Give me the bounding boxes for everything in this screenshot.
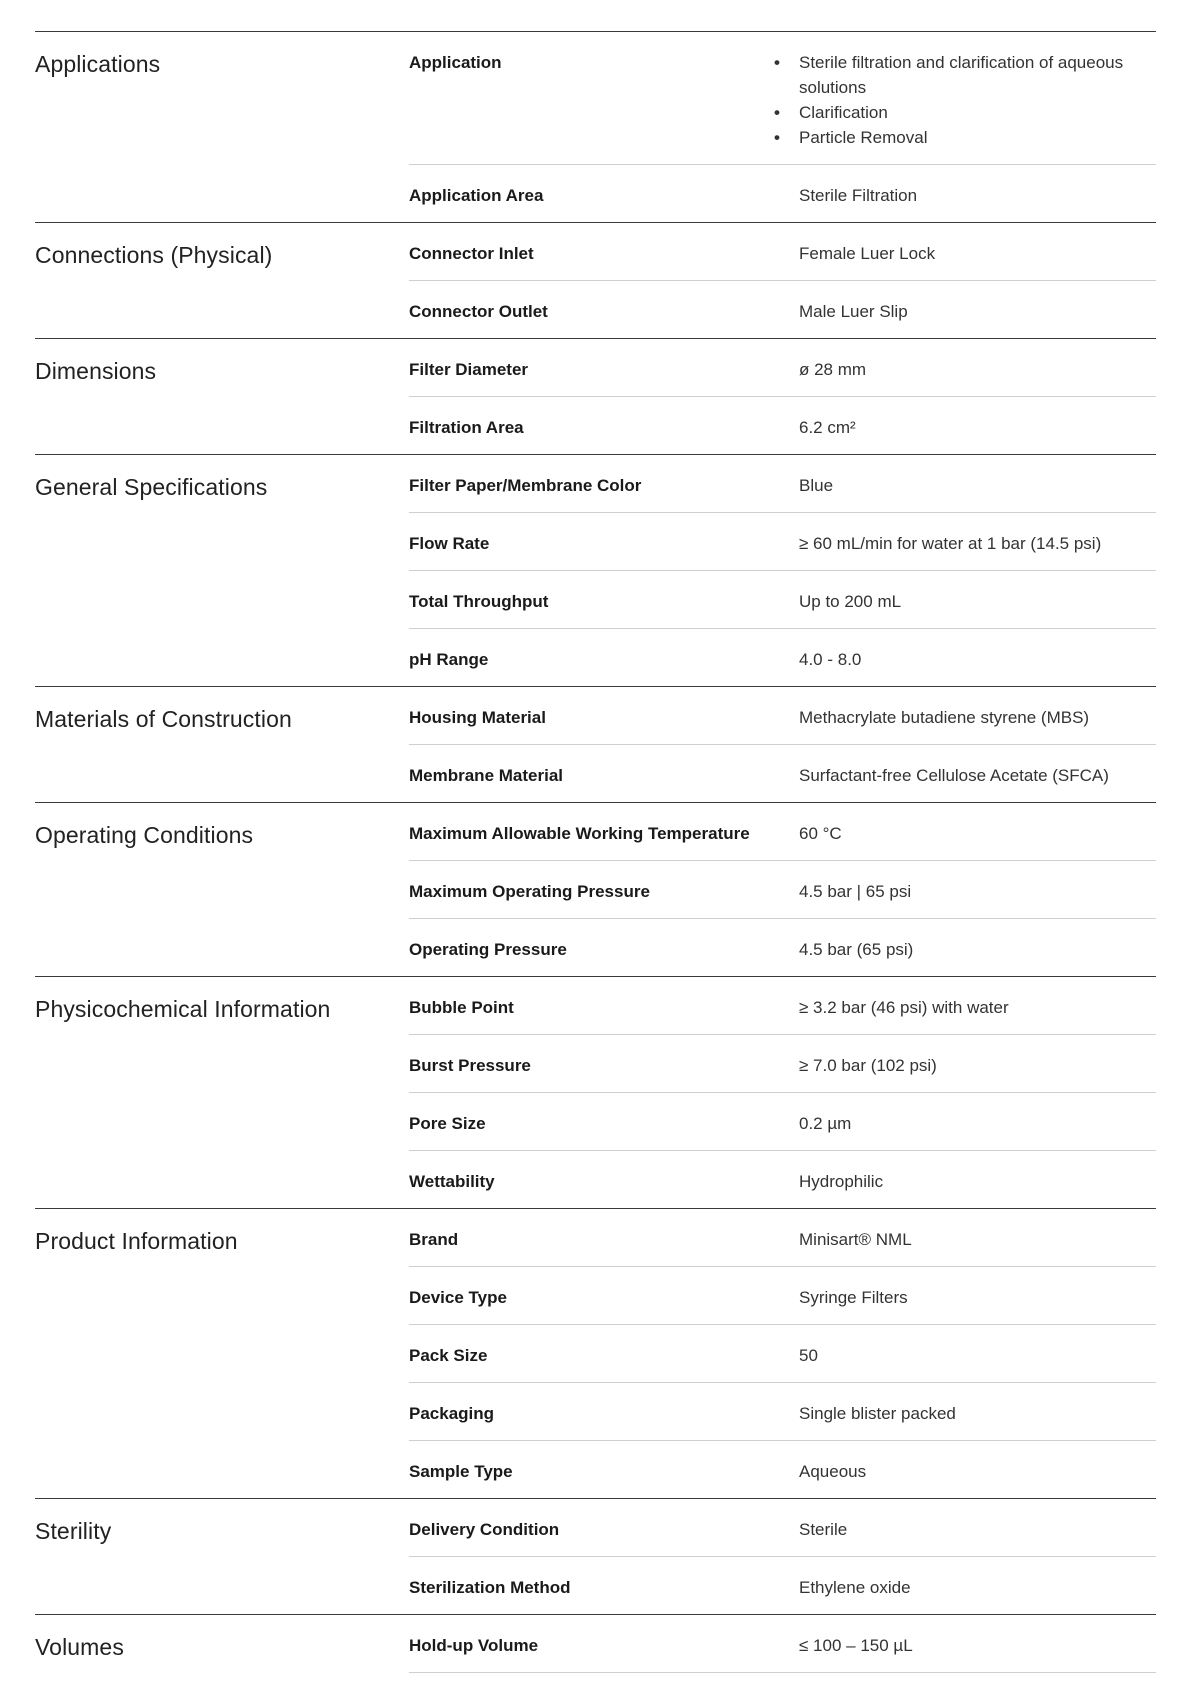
spec-value: ø 28 mm [799,360,867,379]
spec-label: Operating Pressure [409,940,567,959]
spec-label: Sterilization Method [409,1578,571,1597]
spec-group [35,338,1156,454]
spec-value: Single blister packed [799,1404,956,1423]
spec-label: Hold-up Volume [409,1636,539,1655]
spec-row [409,803,1156,860]
bullet-icon: • [774,53,780,72]
group-rows [409,339,1156,454]
group-title: Product Information [35,1228,238,1254]
spec-row [409,1615,1156,1672]
group-title: Volumes [35,1634,124,1660]
spec-group [35,1208,1156,1498]
spec-row [409,1092,1156,1150]
spec-row [409,280,1156,338]
spec-group [35,802,1156,976]
bullet-text: Clarification [799,103,888,122]
spec-label: Sample Type [409,1462,513,1481]
group-title: Materials of Construction [35,706,292,732]
spec-row [409,977,1156,1034]
spec-value: Minisart® NML [799,1230,912,1249]
spec-row [409,455,1156,512]
spec-row [409,570,1156,628]
spec-label: Pore Size [409,1114,486,1133]
group-rows [409,1615,1156,1672]
spec-value: ≥ 60 mL/min for water at 1 bar (14.5 psi) [799,534,1102,553]
bullet-item [774,125,1136,150]
group-rows [409,32,1156,222]
spec-row [409,628,1156,686]
spec-label: pH Range [409,650,489,669]
spec-row [409,1209,1156,1266]
spec-row [409,1499,1156,1556]
spec-value: 6.2 cm² [799,418,856,437]
spec-label: Bubble Point [409,998,514,1017]
group-title: Connections (Physical) [35,242,273,268]
value-bullet-list [774,50,1136,150]
spec-group [35,976,1156,1208]
spec-label: Burst Pressure [409,1056,531,1075]
spec-label: Device Type [409,1288,507,1307]
bullet-text: Sterile filtration and clarification of aqueous solutions [799,53,1124,97]
spec-label: Maximum Operating Pressure [409,882,650,901]
bullet-icon: • [774,128,780,147]
spec-label: Housing Material [409,708,546,727]
spec-group [35,31,1156,222]
group-title: Dimensions [35,358,157,384]
spec-row [409,512,1156,570]
spec-group [35,686,1156,802]
spec-group [35,1498,1156,1614]
bullet-text: Particle Removal [799,128,928,147]
group-title: General Specifications [35,474,268,500]
spec-label: Filter Paper/Membrane Color [409,476,642,495]
spec-row [409,396,1156,454]
spec-value: ≤ 100 – 150 µL [799,1636,913,1655]
spec-value: 50 [799,1346,818,1365]
spec-row [409,1556,1156,1614]
spec-value: Up to 200 mL [799,592,902,611]
bullet-icon: • [774,103,780,122]
spec-value: Sterile [799,1520,848,1539]
spec-row [409,223,1156,280]
bullet-item [774,100,1136,125]
spec-value [774,50,1156,150]
spec-label: Filtration Area [409,418,524,437]
spec-label: Pack Size [409,1346,488,1365]
spec-label: Connector Inlet [409,244,534,263]
group-rows [409,1499,1156,1614]
group-rows [409,803,1156,976]
spec-label: Total Throughput [409,592,549,611]
group-rows [409,977,1156,1208]
group-rows [409,687,1156,802]
spec-label: Flow Rate [409,534,490,553]
spec-value: ≥ 3.2 bar (46 psi) with water [799,998,1009,1017]
spec-value: Aqueous [799,1462,867,1481]
spec-value: Ethylene oxide [799,1578,911,1597]
group-title: Sterility [35,1518,112,1544]
spec-value: 4.5 bar (65 psi) [799,940,914,959]
group-rows [409,223,1156,338]
group-title: Operating Conditions [35,822,254,848]
spec-label: Wettability [409,1172,495,1191]
spec-value: Hydrophilic [799,1172,884,1191]
spec-row [409,918,1156,976]
spec-label: Application Area [409,186,544,205]
spec-value: Male Luer Slip [799,302,908,321]
spec-label: Membrane Material [409,766,563,785]
group-title: Physicochemical Information [35,996,331,1022]
specifications-table [35,31,1156,1673]
spec-row [409,1266,1156,1324]
spec-row [409,1382,1156,1440]
spec-value: Female Luer Lock [799,244,936,263]
spec-value: Methacrylate butadiene styrene (MBS) [799,708,1090,727]
group-rows [409,1209,1156,1498]
spec-label: Packaging [409,1404,495,1423]
spec-row [409,1440,1156,1498]
spec-row [409,1150,1156,1208]
spec-label: Brand [409,1230,459,1249]
spec-group [35,1614,1156,1672]
spec-value: Surfactant-free Cellulose Acetate (SFCA) [799,766,1109,785]
spec-row [409,1324,1156,1382]
spec-value: ≥ 7.0 bar (102 psi) [799,1056,937,1075]
spec-value: 60 °C [799,824,842,843]
spec-row [409,339,1156,396]
bullet-item [774,50,1136,100]
spec-row [409,1034,1156,1092]
spec-label: Application [409,53,502,72]
spec-label: Connector Outlet [409,302,548,321]
spec-row [409,687,1156,744]
spec-value: 4.0 - 8.0 [799,650,862,669]
spec-value: 4.5 bar | 65 psi [799,882,912,901]
spec-groups [35,31,1156,1672]
spec-group [35,222,1156,338]
group-rows [409,455,1156,686]
bottom-divider [409,1672,1156,1673]
spec-row [409,32,1156,164]
spec-value: Blue [799,476,834,495]
spec-label: Delivery Condition [409,1520,560,1539]
spec-row [409,164,1156,222]
spec-value: 0.2 µm [799,1114,852,1133]
spec-label: Maximum Allowable Working Temperature [409,824,750,843]
spec-label: Filter Diameter [409,360,529,379]
spec-row [409,860,1156,918]
spec-value: Sterile Filtration [799,186,918,205]
group-title: Applications [35,51,161,77]
spec-row [409,744,1156,802]
spec-group [35,454,1156,686]
spec-value: Syringe Filters [799,1288,908,1307]
